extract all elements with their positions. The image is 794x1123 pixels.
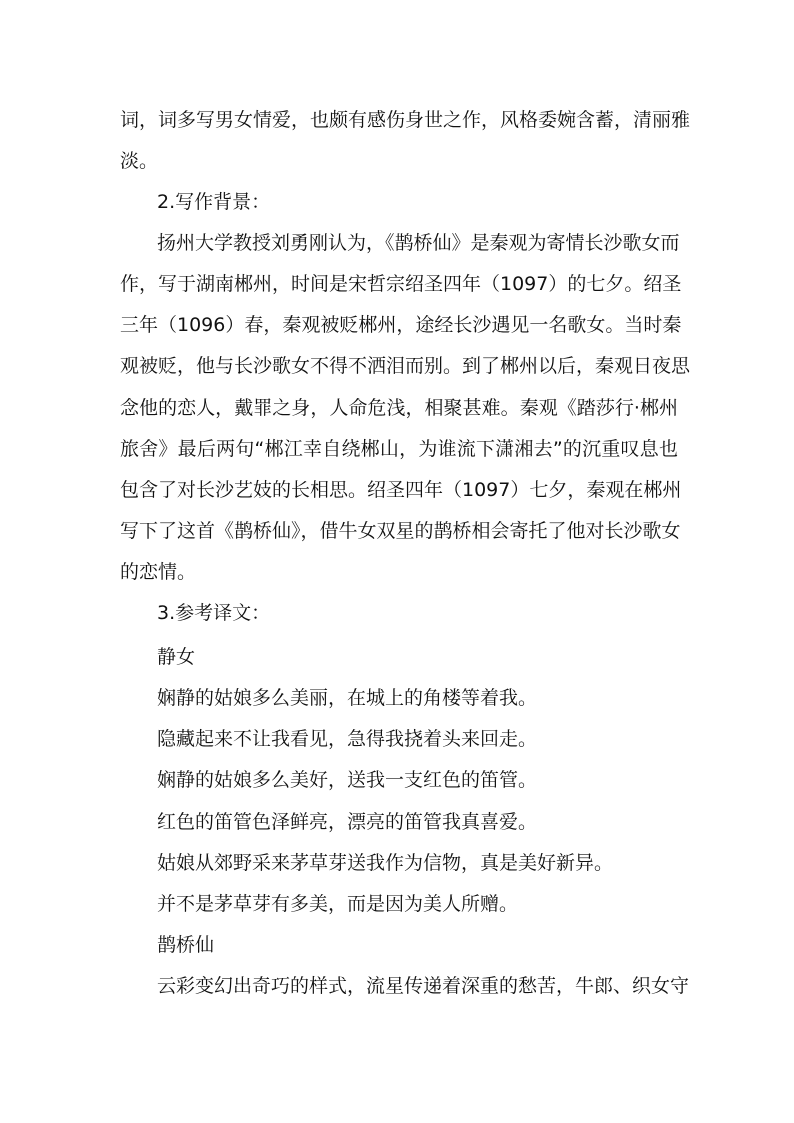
poem-title: 静女	[157, 646, 196, 668]
translation-line: 红色的笛管色泽鲜亮，漂亮的笛管我真喜爱。	[157, 811, 538, 833]
paragraph-line: 词，词多写男女情爱，也颇有感伤身世之作，风格委婉含蓄，清丽雅	[120, 109, 691, 131]
paragraph-line: 旅舍》最后两句“郴江幸自绕郴山，为谁流下潇湘去”的沉重叹息也	[120, 438, 678, 460]
section-heading: 3.参考译文：	[157, 602, 271, 624]
translation-line: 隐藏起来不让我看见，急得我挠着头来回走。	[157, 728, 538, 750]
paragraph-line: 三年（1096）春，秦观被贬郴州，途经长沙遇见一名歌女。当时秦	[120, 314, 682, 336]
paragraph-line: 淡。	[120, 150, 159, 172]
paragraph-line: 写下了这首《鹊桥仙》，借牛女双星的鹊桥相会寄托了他对长沙歌女	[120, 520, 681, 542]
paragraph-line: 念他的恋人，戴罪之身，人命危浅，相聚甚难。秦观《踏莎行·郴州	[120, 397, 678, 419]
paragraph-line: 扬州大学教授刘勇刚认为，《鹊桥仙》是秦观为寄情长沙歌女而	[157, 232, 680, 254]
section-heading: 2.写作背景：	[157, 191, 271, 213]
translation-line: 娴静的姑娘多么美丽，在城上的角楼等着我。	[157, 687, 538, 709]
translation-line: 并不是茅草芽有多美，而是因为美人所赠。	[157, 893, 519, 915]
translation-line: 姑娘从郊野采来茅草芽送我作为信物，真是美好新异。	[157, 852, 614, 874]
translation-line: 云彩变幻出奇巧的样式，流星传递着深重的愁苦，牛郎、织女守	[157, 975, 690, 997]
translation-line: 娴静的姑娘多么美好，送我一支红色的笛管。	[157, 769, 538, 791]
poem-title: 鹊桥仙	[157, 934, 215, 956]
paragraph-line: 观被贬，他与长沙歌女不得不洒泪而别。到了郴州以后，秦观日夜思	[120, 355, 691, 377]
paragraph-line: 的恋情。	[120, 561, 197, 583]
paragraph-line: 包含了对长沙艺妓的长相思。绍圣四年（1097）七夕，秦观在郴州	[120, 479, 682, 501]
paragraph-line: 作，写于湖南郴州，时间是宋哲宗绍圣四年（1097）的七夕。绍圣	[120, 273, 682, 295]
